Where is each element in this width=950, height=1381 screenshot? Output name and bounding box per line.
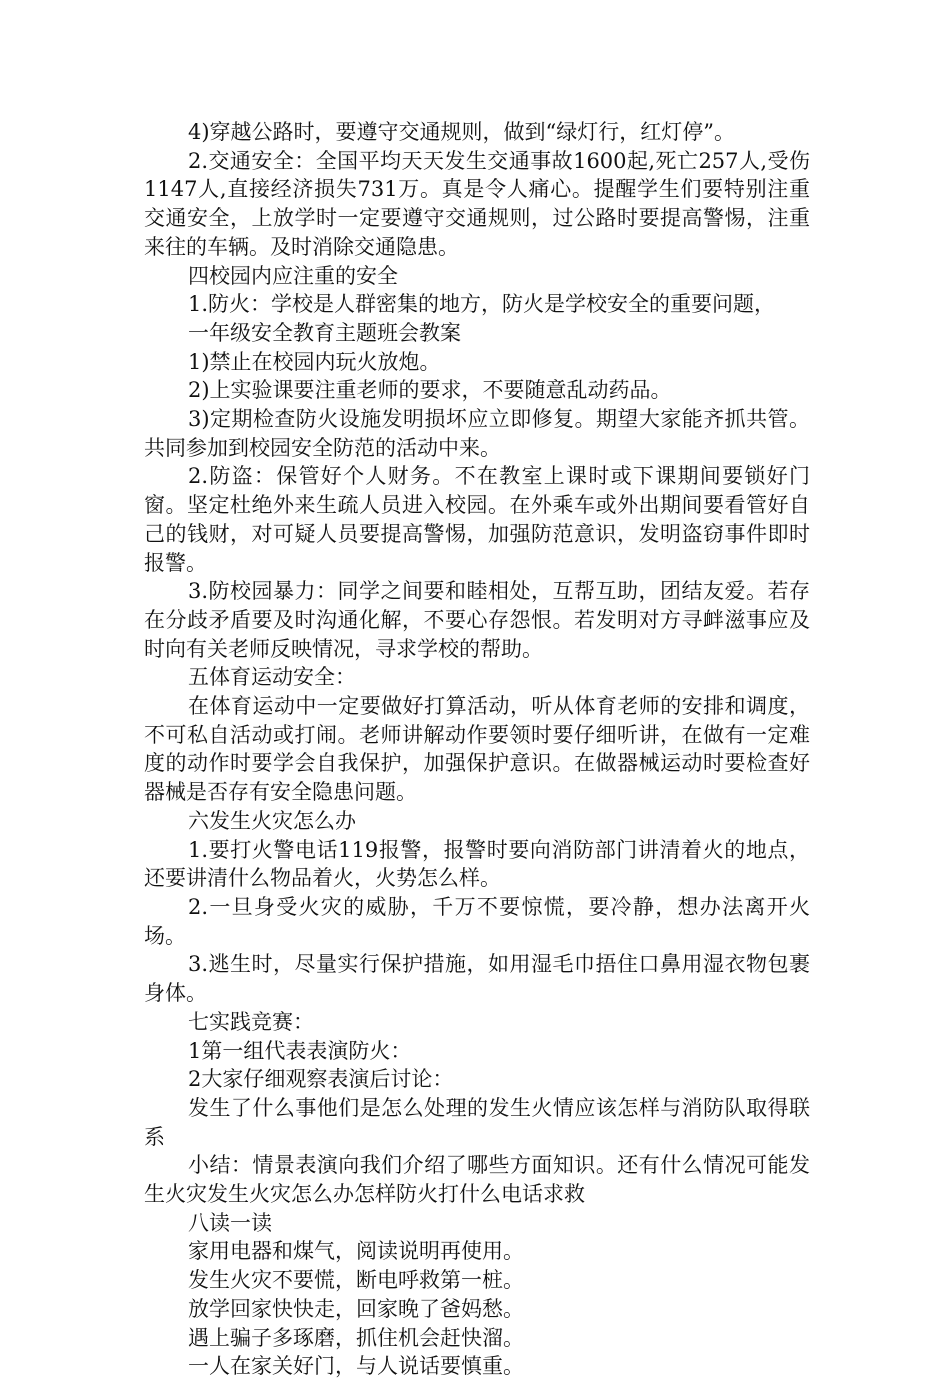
paragraph: 在体育运动中一定要做好打算活动，听从体育老师的安排和调度，不可私自活动或打闹。老师讲解动作要领时要仔细听讲，在做有一定难度的动作时要学会自我保护，加强保护意识。在做器械运动时要检查好器械是否存有安全隐患问题。 bbox=[144, 694, 810, 805]
section-heading: 四校园内应注重的安全 bbox=[188, 263, 398, 288]
paragraph: 3.逃生时，尽量实行保护措施，如用湿毛巾捂住口鼻用湿衣物包裹身体。 bbox=[144, 952, 810, 1006]
paragraph: 2大家仔细观察表演后讨论： bbox=[188, 1067, 454, 1092]
paragraph: 1)禁止在校园内玩火放炮。 bbox=[188, 349, 441, 374]
paragraph: 3)定期检查防火设施发明损坏应立即修复。期望大家能齐抓共管。共同参加到校园安全防范的活动中来。 bbox=[144, 407, 810, 460]
section-heading: 六发生火灾怎么办 bbox=[188, 808, 356, 833]
paragraph: 4)穿越公路时，要遵守交通规则，做到“绿灯行，红灯停”。 bbox=[188, 120, 736, 144]
paragraph: 1.要打火警电话119报警，报警时要向消防部门讲清着火的地点，还要讲清什么物品着火，火势怎么样。 bbox=[144, 837, 810, 891]
paragraph: 发生了什么事他们是怎么处理的发生火情应该怎样与消防队取得联系 bbox=[144, 1095, 810, 1149]
verse-line: 发生火灾不要慌，断电呼救第一桩。 bbox=[188, 1268, 524, 1293]
paragraph: 小结：情景表演向我们介绍了哪些方面知识。还有什么情况可能发生火灾发生火灾怎么办怎样防火打什么电话求救 bbox=[144, 1153, 810, 1207]
paragraph: 2.防盗：保管好个人财务。不在教室上课时或下课期间要锁好门窗。坚定杜绝外来生疏人员进入校园。在外乘车或外出期间要看管好自己的钱财，对可疑人员要提高警惕，加强防范意识，发明盗窃事件即时报警。 bbox=[144, 464, 810, 575]
paragraph: 1.防火：学校是人群密集的地方，防火是学校安全的重要问题， bbox=[188, 292, 776, 317]
verse-line: 一人在家关好门，与人说话要慎重。 bbox=[188, 1354, 524, 1379]
paragraph: 2.交通安全：全国平均天天发生交通事故1600起,死亡257人,受伤1147人,直接经济损失731万。真是令人痛心。提醒学生们要特别注重交通安全，上放学时一定要遵守交通规则，过公路时要提高警惕，注重来往的车辆。及时消除交通隐患。 bbox=[144, 148, 810, 259]
paragraph: 一年级安全教育主题班会教案 bbox=[188, 320, 461, 345]
section-heading: 八读一读 bbox=[188, 1210, 272, 1235]
paragraph: 2.一旦身受火灾的威胁，千万不要惊慌，要冷静，想办法离开火场。 bbox=[144, 894, 810, 948]
section-heading: 五体育运动安全： bbox=[188, 665, 356, 690]
paragraph: 3.防校园暴力：同学之间要和睦相处，互帮互助，团结友爱。若存在分歧矛盾要及时沟通化解，不要心存怨恨。若发明对方寻衅滋事应及时向有关老师反映情况，寻求学校的帮助。 bbox=[144, 579, 810, 661]
paragraph: 1第一组代表表演防火： bbox=[188, 1038, 412, 1063]
verse-line: 家用电器和煤气，阅读说明再使用。 bbox=[188, 1239, 524, 1264]
verse-line: 放学回家快快走，回家晚了爸妈愁。 bbox=[188, 1296, 524, 1321]
verse-line: 遇上骗子多琢磨，抓住机会赶快溜。 bbox=[188, 1325, 524, 1350]
section-heading: 七实践竞赛： bbox=[188, 1009, 314, 1034]
paragraph: 2)上实验课要注重老师的要求，不要随意乱动药品。 bbox=[188, 378, 672, 403]
